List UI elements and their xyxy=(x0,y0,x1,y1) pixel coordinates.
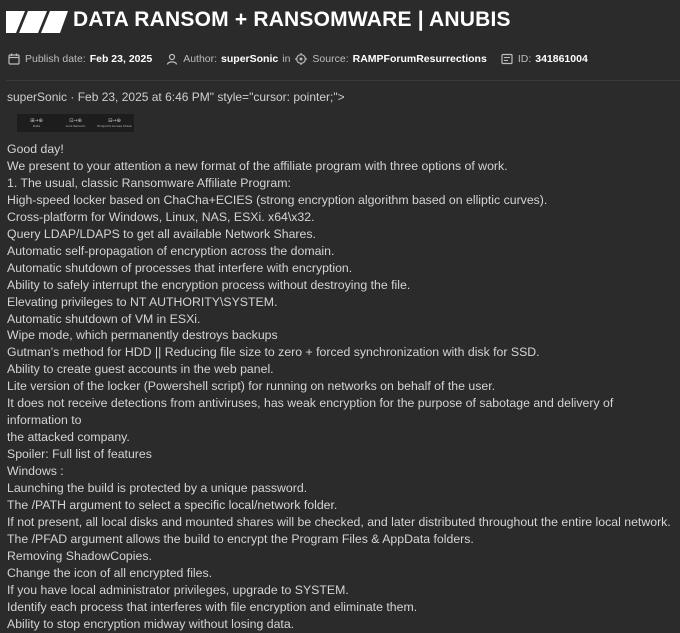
post-line: Query LDAP/LDAPS to get all available Network Shares. xyxy=(7,226,316,241)
triple-slash-logo-icon xyxy=(6,11,68,33)
author-link[interactable]: superSonic xyxy=(221,53,279,65)
thumbnail-item[interactable] xyxy=(61,116,91,130)
publish-date-label: Publish date: xyxy=(25,53,86,65)
page-header xyxy=(0,0,680,44)
post-line: Identify each process that interferes with file encryption and eliminate them. xyxy=(7,599,418,614)
post-line: Windows : xyxy=(7,464,64,479)
thumbnail-label: Data xyxy=(32,124,41,128)
id-label: ID: xyxy=(517,53,532,65)
post-byline: superSonic · Feb 23, 2025 at 6:46 PM" style="cursor: pointer;"> xyxy=(7,90,345,104)
post-line: If you have local administrator privileges, upgrade to SYSTEM. xyxy=(7,582,349,597)
post-line: Automatic shutdown of VM in ESXi. xyxy=(7,311,201,326)
post-meta-bar xyxy=(8,50,588,68)
author-label: Author: xyxy=(183,53,218,65)
in-word: in xyxy=(282,53,291,65)
post-line: Launching the build is protected by a unique password. xyxy=(7,481,308,496)
thumbnail-item[interactable] xyxy=(22,116,52,130)
post-line: Cross-platform for Windows, Linux, NAS, ESXi. x64\x32. xyxy=(7,209,315,224)
thumbnail-item[interactable] xyxy=(97,116,132,130)
post-line: The /PFAD argument allows the build to encrypt the Program Files & AppData folders. xyxy=(7,531,474,546)
post-line: Ability to stop encryption midway without losing data. xyxy=(7,616,295,631)
post-body xyxy=(7,141,675,633)
post-line: Ability to safely interrupt the encryption process without destroying the file. xyxy=(7,277,411,292)
thumbnail-label: Endpoint Access Share xyxy=(97,124,132,128)
thumbnail-glyph: ⊞→⊕ xyxy=(30,118,43,124)
post-line: Automatic self-propagation of encryption across the domain. xyxy=(7,243,335,258)
post-line: High-speed locker based on ChaCha+ECIES (strong encryption algorithm based on elliptic curves). xyxy=(7,192,548,207)
post-line: Good day! xyxy=(7,142,64,156)
post-line: Change the icon of all encrypted files. xyxy=(7,565,213,580)
post-line: Elevating privileges to NT AUTHORITY\SYSTEM. xyxy=(7,294,278,309)
calendar-icon xyxy=(8,53,20,65)
post-line: 1. The usual, classic Ransomware Affiliate Program: xyxy=(7,175,291,190)
spoiler-toggle[interactable]: Spoiler: Full list of features xyxy=(7,447,152,462)
post-line: Ability to create guest accounts in the web panel. xyxy=(7,362,274,377)
post-line: It does not receive detections from antiviruses, has weak encryption for the purpose of sabotage and delivery of information to xyxy=(7,396,614,428)
target-icon xyxy=(295,53,307,65)
publish-date-value: Feb 23, 2025 xyxy=(89,53,153,65)
thumbnail-label: Lock Ransom xyxy=(65,124,86,128)
post-line: Wipe mode, which permanently destroys backups xyxy=(7,328,278,343)
post-line: If not present, all local disks and mounted shares will be checked, and later distributed throughout the entire local network. xyxy=(7,514,671,529)
post-line: We present to your attention a new format of the affiliate program with three options of work. xyxy=(7,158,508,173)
source-label: Source: xyxy=(312,53,349,65)
meta-divider xyxy=(6,80,680,81)
source-link[interactable]: RAMPForumResurrections xyxy=(352,53,487,65)
post-line: Lite version of the locker (Powershell script) for running on networks on behalf of the user. xyxy=(7,379,496,394)
post-line: Gutman's method for HDD || Reducing file size to zero + forced synchronization with disk for SSD. xyxy=(7,345,540,360)
thumbnail-glyph: ⊟→⊕ xyxy=(108,118,121,124)
post-line: the attacked company. xyxy=(7,430,130,445)
id-card-icon xyxy=(501,53,513,65)
post-line: Automatic shutdown of processes that interfere with encryption. xyxy=(7,260,353,275)
page-title: DATA RANSOM + RANSOMWARE | ANUBIS xyxy=(73,8,511,31)
post-line: Removing ShadowCopies. xyxy=(7,548,152,563)
attached-image-strip[interactable] xyxy=(17,114,134,132)
user-icon xyxy=(166,53,178,65)
thumbnail-glyph: ⊡→⊕ xyxy=(69,118,82,124)
post-line: The /PATH argument to select a specific local/network folder. xyxy=(7,498,338,513)
id-value: 341861004 xyxy=(535,53,588,65)
